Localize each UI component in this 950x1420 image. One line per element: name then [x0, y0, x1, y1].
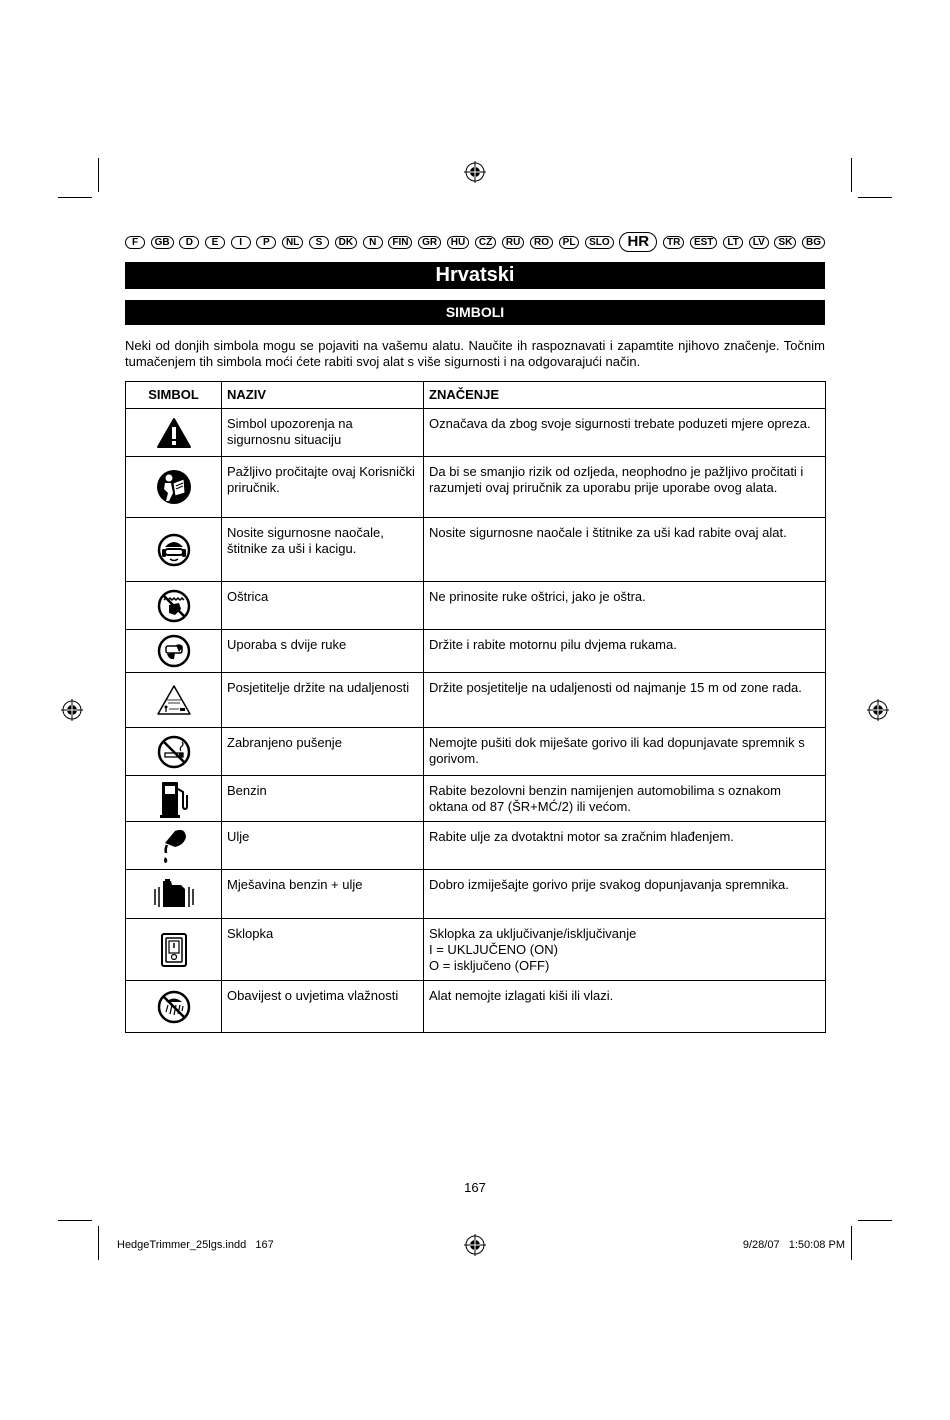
table-header-row — [126, 382, 826, 409]
meaning-cell: Nosite sigurnosne naočale i štitnike za uši kad rabite ovaj alat. — [424, 518, 826, 582]
table-row — [126, 409, 826, 457]
language-tab-hr-active[interactable]: HR — [619, 232, 657, 252]
name-cell: Pažljivo pročitajte ovaj Korisnički priručnik. — [222, 457, 424, 518]
name-cell: Zabranjeno pušenje — [222, 728, 424, 776]
meaning-cell: Ne prinosite ruke oštrici, jako je oštra. — [424, 582, 826, 630]
table-row — [126, 673, 826, 728]
intro-paragraph: Neki od donjih simbola mogu se pojaviti na vašemu alatu. Naučite ih raspoznavati i zapamtite njihovo značenje. Točnim tumačenjem tih simbola moći ćete rabiti svoj alat s više sigurnosti i na odgovarajući način. — [125, 338, 825, 369]
meaning-cell: Rabite bezolovni benzin namijenjen automobilima s oznakom oktana od 87 (ŠR+MĆ/2) ili većom. — [424, 776, 826, 822]
meaning-cell: Sklopka za uključivanje/isključivanje I = UKLJUČENO (ON) O = isključeno (OFF) — [424, 919, 826, 981]
language-tab-tr[interactable]: TR — [663, 236, 684, 249]
language-tab-d[interactable]: D — [179, 236, 199, 249]
meaning-cell: Držite i rabite motornu pilu dvjema rukama. — [424, 630, 826, 673]
footer-filename: HedgeTrimmer_25lgs.indd 167 — [117, 1239, 274, 1251]
symbol-cell — [126, 630, 222, 673]
language-tab-cz[interactable]: CZ — [475, 236, 496, 249]
language-tab-hu[interactable]: HU — [447, 236, 469, 249]
keep-distance-icon — [156, 684, 192, 716]
language-tab-bg[interactable]: BG — [802, 236, 825, 249]
name-cell: Mješavina benzin + ulje — [222, 870, 424, 919]
symbol-cell — [126, 776, 222, 822]
name-cell: Benzin — [222, 776, 424, 822]
read-manual-icon — [156, 469, 192, 505]
symbol-cell — [126, 582, 222, 630]
name-cell: Sklopka — [222, 919, 424, 981]
language-tab-ru[interactable]: RU — [502, 236, 524, 249]
registration-mark-icon — [464, 161, 486, 183]
column-header-name: NAZIV — [222, 382, 424, 409]
language-tab-dk[interactable]: DK — [335, 236, 357, 249]
symbol-cell — [126, 728, 222, 776]
registration-mark-icon — [464, 1234, 486, 1256]
warning-triangle-icon — [156, 417, 192, 449]
language-tab-nl[interactable]: NL — [282, 236, 303, 249]
meaning-cell: Alat nemojte izlagati kiši ili vlazi. — [424, 981, 826, 1033]
crop-mark — [851, 158, 852, 192]
language-tab-ro[interactable]: RO — [530, 236, 553, 249]
crop-mark — [98, 158, 99, 192]
symbol-cell — [126, 919, 222, 981]
blade-hazard-icon — [157, 589, 191, 623]
column-header-symbol: SIMBOL — [126, 382, 222, 409]
table-row — [126, 776, 826, 822]
language-tab-p[interactable]: P — [256, 236, 276, 249]
table-row — [126, 728, 826, 776]
symbols-table — [125, 381, 826, 1033]
language-tab-i[interactable]: I — [231, 236, 251, 249]
meaning-cell: Držite posjetitelje na udaljenosti od najmanje 15 m od zone rada. — [424, 673, 826, 728]
language-tab-lv[interactable]: LV — [749, 236, 769, 249]
language-tab-pl[interactable]: PL — [559, 236, 580, 249]
symbol-cell — [126, 870, 222, 919]
language-tab-f[interactable]: F — [125, 236, 145, 249]
table-row — [126, 457, 826, 518]
meaning-cell: Da bi se smanjio rizik od ozljeda, neophodno je pažljivo pročitati i razumjeti ovaj priručnik za uporabu prije uporabe ovog alata. — [424, 457, 826, 518]
table-row — [126, 822, 826, 870]
symbol-cell — [126, 673, 222, 728]
safety-gear-icon — [157, 533, 191, 567]
language-tab-gr[interactable]: GR — [418, 236, 441, 249]
crop-mark — [58, 1220, 92, 1221]
table-row — [126, 630, 826, 673]
name-cell: Obavijest o uvjetima vlažnosti — [222, 981, 424, 1033]
page-title: Hrvatski — [125, 262, 825, 289]
table-row — [126, 981, 826, 1033]
language-tab-sk[interactable]: SK — [774, 236, 796, 249]
language-tabs — [125, 233, 825, 251]
crop-mark — [58, 197, 92, 198]
no-rain-icon — [157, 990, 191, 1024]
language-tab-n[interactable]: N — [363, 236, 383, 249]
language-tab-est[interactable]: EST — [690, 236, 717, 249]
language-tab-gb[interactable]: GB — [151, 236, 174, 249]
name-cell: Nosite sigurnosne naočale, štitnike za uši i kacigu. — [222, 518, 424, 582]
name-cell: Uporaba s dvije ruke — [222, 630, 424, 673]
no-smoking-icon — [157, 735, 191, 769]
crop-mark — [851, 1226, 852, 1260]
name-cell: Oštrica — [222, 582, 424, 630]
meaning-cell: Označava da zbog svoje sigurnosti trebate poduzeti mjere opreza. — [424, 409, 826, 457]
oil-can-icon — [159, 825, 189, 867]
registration-mark-icon — [61, 699, 83, 721]
footer-timestamp: 9/28/07 1:50:08 PM — [742, 1239, 845, 1251]
meaning-cell: Nemojte pušiti dok miješate gorivo ili kad dopunjavate spremnik s gorivom. — [424, 728, 826, 776]
two-hands-icon — [157, 634, 191, 668]
crop-mark — [98, 1226, 99, 1260]
switch-icon — [160, 932, 188, 968]
language-tab-s[interactable]: S — [309, 236, 329, 249]
fuel-mix-icon — [151, 877, 197, 911]
meaning-cell: Dobro izmiješajte gorivo prije svakog dopunjavanja spremnika. — [424, 870, 826, 919]
symbol-cell — [126, 409, 222, 457]
symbol-cell — [126, 822, 222, 870]
crop-mark — [858, 1220, 892, 1221]
meaning-cell: Rabite ulje za dvotaktni motor sa zračnim hlađenjem. — [424, 822, 826, 870]
name-cell: Ulje — [222, 822, 424, 870]
language-tab-lt[interactable]: LT — [723, 236, 743, 249]
table-row — [126, 518, 826, 582]
table-row — [126, 582, 826, 630]
language-tab-fin[interactable]: FIN — [388, 236, 412, 249]
symbol-cell — [126, 518, 222, 582]
language-tab-slo[interactable]: SLO — [585, 236, 614, 249]
symbol-cell — [126, 457, 222, 518]
name-cell: Simbol upozorenja na sigurnosnu situaciju — [222, 409, 424, 457]
section-heading: SIMBOLI — [125, 300, 825, 325]
symbol-cell — [126, 981, 222, 1033]
registration-mark-icon — [867, 699, 889, 721]
table-row — [126, 870, 826, 919]
name-cell: Posjetitelje držite na udaljenosti — [222, 673, 424, 728]
language-tab-e[interactable]: E — [205, 236, 225, 249]
page-number: 167 — [464, 1180, 486, 1195]
fuel-pump-icon — [159, 779, 189, 819]
table-row — [126, 919, 826, 981]
column-header-meaning: ZNAČENJE — [424, 382, 826, 409]
crop-mark — [858, 197, 892, 198]
